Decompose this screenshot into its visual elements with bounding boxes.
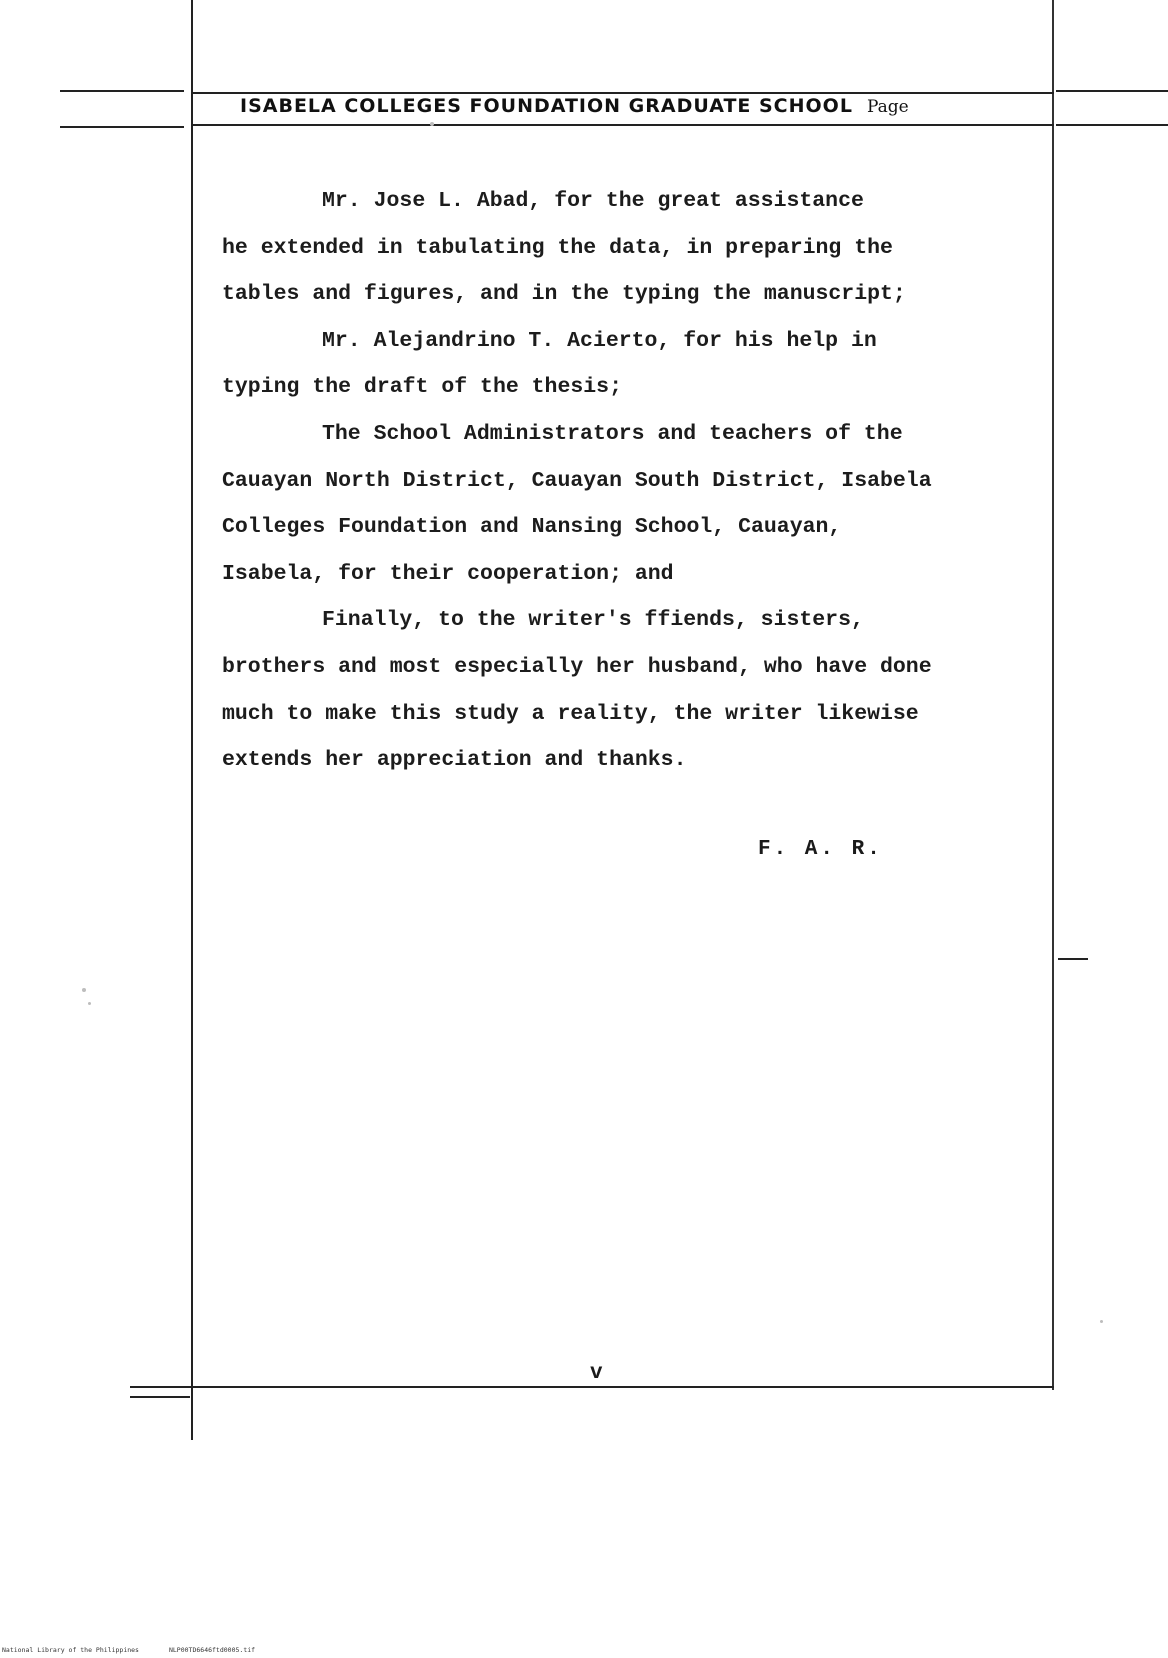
text-line: The School Administrators and teachers of the — [322, 421, 903, 446]
text-line: Mr. Jose L. Abad, for the great assistance — [322, 189, 864, 213]
institution-title: ISABELA COLLEGES FOUNDATION GRADUATE SCHOOL — [240, 95, 853, 117]
text-line: Isabela, for their cooperation; and — [222, 561, 674, 586]
text-line: extends her appreciation and thanks. — [222, 748, 687, 773]
header-rule-bottom — [191, 124, 1054, 126]
text-line: Cauayan North District, Cauayan South District, Isabela — [222, 468, 932, 493]
text-line: typing the draft of the thesis; — [222, 375, 622, 400]
text-line: brothers and most especially her husband, who have done — [222, 654, 932, 679]
author-initials: F. A. R. — [758, 838, 883, 861]
scan-speck — [88, 1002, 91, 1005]
footer-rule — [130, 1386, 1054, 1388]
scan-footer — [2, 1646, 255, 1654]
scan-speck — [1100, 1320, 1103, 1323]
text-line: much to make this study a reality, the writer likewise — [222, 701, 919, 726]
page-number: v — [590, 1362, 603, 1385]
header-rule-left-lower — [60, 126, 184, 128]
header-rule-left — [60, 90, 184, 92]
library-name: National Library of the Philippines — [2, 1646, 139, 1654]
footer-rule-lower — [130, 1396, 190, 1398]
text-line: Colleges Foundation and Nansing School, Cauayan, — [222, 515, 842, 540]
header-rule-right-lower — [1056, 124, 1168, 126]
text-line: Mr. Alejandrino T. Acierto, for his help in — [322, 328, 877, 353]
scan-filename: NLP00TD6646ftd0005.tif — [168, 1646, 256, 1654]
acknowledgement-text — [222, 178, 1042, 784]
header-rule-right — [1056, 90, 1168, 92]
header-rule-top — [191, 92, 1054, 94]
page-label: Page — [866, 97, 909, 117]
text-line: tables and figures, and in the typing the manuscript; — [222, 282, 906, 307]
scan-speck — [82, 988, 86, 992]
scan-speck — [430, 122, 434, 126]
document-header — [240, 95, 909, 117]
text-line: he extended in tabulating the data, in preparing the — [222, 235, 893, 260]
text-line: Finally, to the writer's ffiends, sisters, — [322, 608, 864, 633]
right-margin-rule — [1052, 0, 1054, 1390]
right-margin-tick — [1058, 958, 1088, 960]
left-margin-rule — [191, 0, 193, 1440]
